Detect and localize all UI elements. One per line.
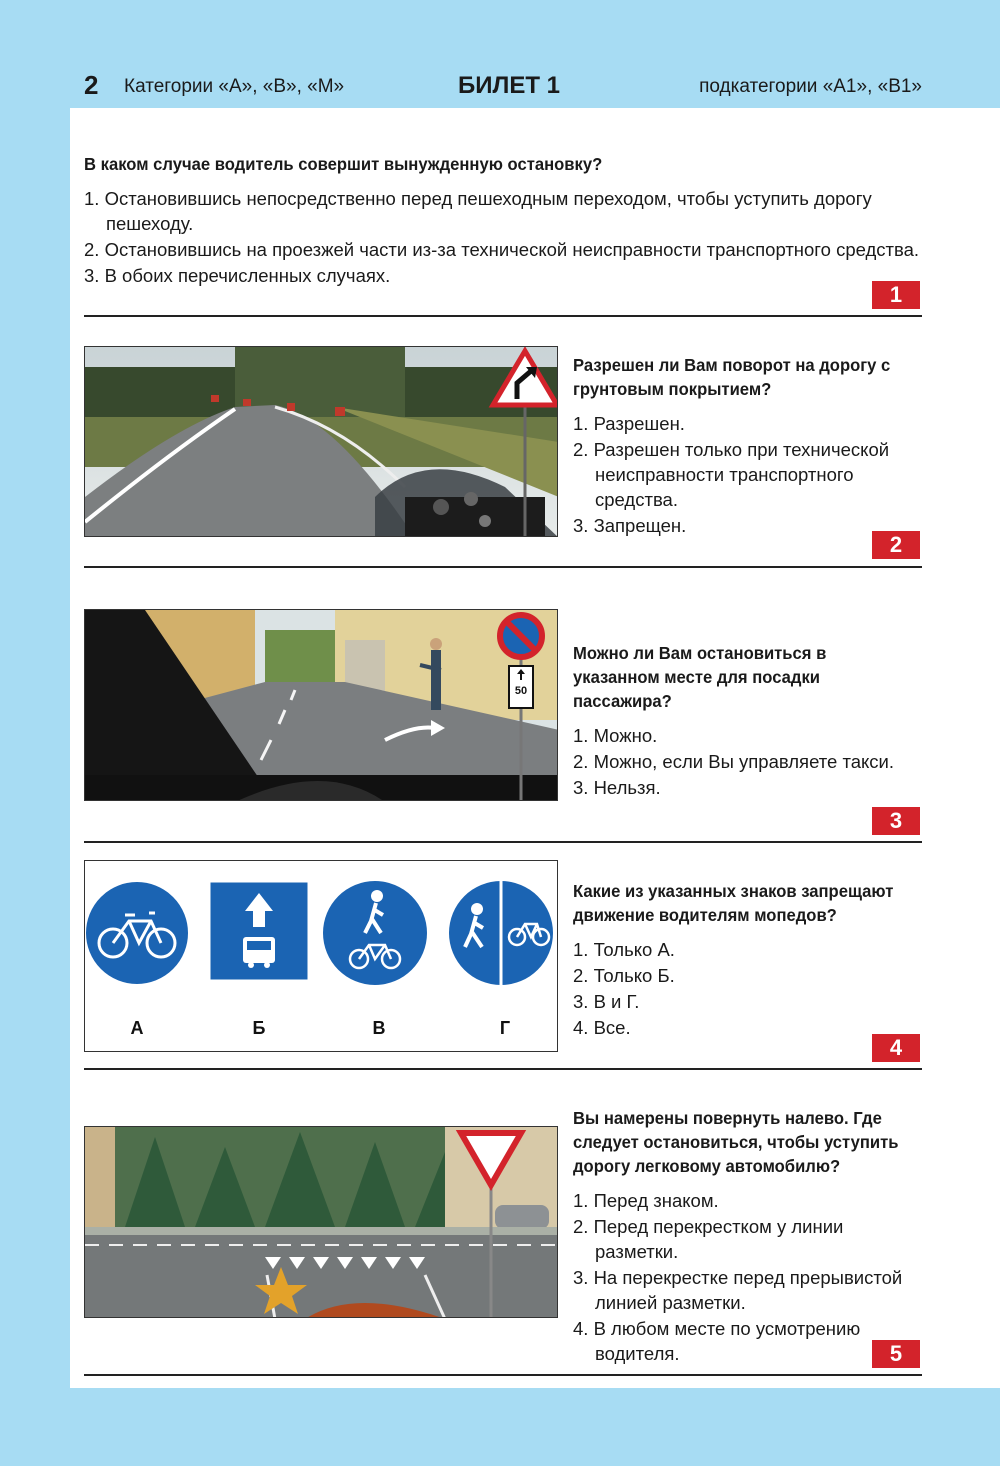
- sign-label-v: В: [372, 1018, 386, 1038]
- divider: [84, 315, 922, 317]
- question-5-title: Вы намерены повернуть налево. Где следует остановиться, чтобы уступить дорогу легковому автомобилю?: [573, 1108, 899, 1176]
- road-signs-picture: [84, 860, 558, 1052]
- question-2-option-2[interactable]: 2. Разрешен только при технической неисправности транспортного средства.: [573, 439, 890, 510]
- question-5-option-4[interactable]: 4. В любом месте по усмотрению водителя.: [573, 1318, 861, 1364]
- question-5-option-2[interactable]: 2. Перед перекрестком у линии разметки.: [573, 1216, 844, 1262]
- question-3-option-3[interactable]: 3. Нельзя.: [573, 777, 661, 798]
- question-4-title: Какие из указанных знаков запрещают движение водителям мопедов?: [573, 881, 894, 925]
- intersection-picture: [84, 1126, 558, 1318]
- question-2-option-1[interactable]: 1. Разрешен.: [573, 413, 685, 434]
- page-header: [84, 70, 922, 104]
- divider: [84, 1374, 922, 1376]
- question-1-option-2[interactable]: 2. Остановившись на проезжей части из-за технической неисправности транспортного средства.: [84, 239, 920, 260]
- question-1-badge: 1: [872, 281, 920, 309]
- question-1-title: В каком случае водитель совершит вынужденную остановку?: [84, 154, 603, 174]
- road-curve-picture: [84, 346, 558, 537]
- divider: [84, 1068, 922, 1070]
- question-1-option-1[interactable]: 1. Остановившись непосредственно перед пешеходным переходом, чтобы уступить дорогу пешеходу.: [84, 188, 872, 234]
- question-3-badge: 3: [872, 807, 920, 835]
- question-2-option-3[interactable]: 3. Запрещен.: [573, 515, 687, 536]
- sign-label-a: А: [130, 1018, 144, 1038]
- categories-left: Категории «А», «В», «М»: [124, 76, 345, 97]
- sign-label-g: Г: [499, 1018, 511, 1038]
- question-1-option-3[interactable]: 3. В обоих перечисленных случаях.: [84, 265, 391, 286]
- street-stop-picture: [84, 609, 558, 801]
- question-3-option-2[interactable]: 2. Можно, если Вы управляете такси.: [573, 751, 895, 772]
- question-2: [573, 353, 925, 539]
- question-5-badge: 5: [872, 1340, 920, 1368]
- sign-label-b: Б: [252, 1018, 266, 1038]
- question-4-option-4[interactable]: 4. Все.: [573, 1017, 631, 1038]
- categories-right: подкатегории «А1», «В1»: [699, 76, 922, 97]
- ticket-title: БИЛЕТ 1: [458, 72, 561, 99]
- page-number: 2: [84, 70, 99, 100]
- question-3: [573, 641, 925, 801]
- question-1: [84, 152, 924, 289]
- question-4-option-2[interactable]: 2. Только Б.: [573, 965, 675, 986]
- question-3-title: Можно ли Вам остановиться в указанном месте для посадки пассажира?: [573, 643, 827, 711]
- question-5-option-3[interactable]: 3. На перекрестке перед прерывистой линией разметки.: [573, 1267, 903, 1313]
- bicycle-path-sign: [85, 881, 189, 985]
- question-4-option-1[interactable]: 1. Только А.: [573, 939, 675, 960]
- divider: [84, 841, 922, 843]
- question-5-option-1[interactable]: 1. Перед знаком.: [573, 1190, 719, 1211]
- question-4-badge: 4: [872, 1034, 920, 1062]
- distance-plate-value: 50: [514, 685, 528, 697]
- question-5: [573, 1106, 925, 1367]
- question-3-option-1[interactable]: 1. Можно.: [573, 725, 658, 746]
- question-2-title: Разрешен ли Вам поворот на дорогу с грунтовым покрытием?: [573, 355, 891, 399]
- divider: [84, 566, 922, 568]
- question-2-badge: 2: [872, 531, 920, 559]
- question-4: [573, 879, 925, 1041]
- question-4-option-3[interactable]: 3. В и Г.: [573, 991, 640, 1012]
